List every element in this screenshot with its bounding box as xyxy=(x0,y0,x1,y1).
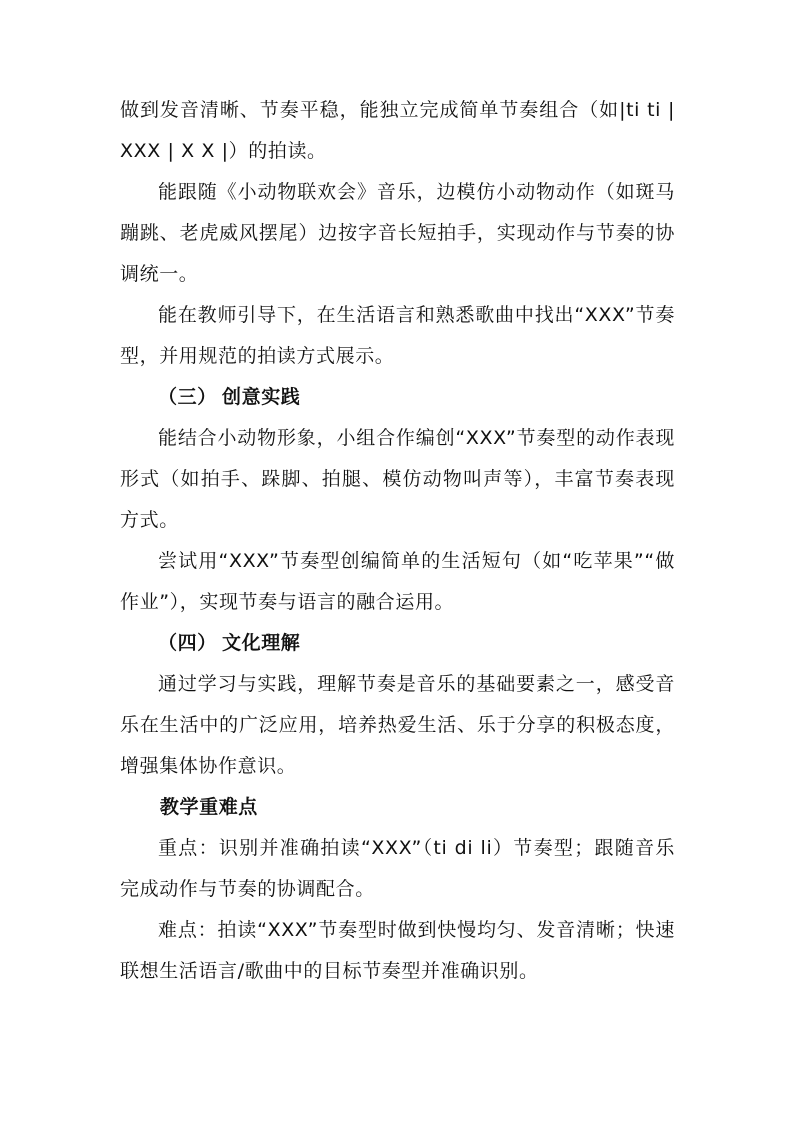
paragraph-group-create: 能结合小动物形象，小组合作编创“XXX”节奏型的动作表现形式（如拍手、跺脚、拍腿、模仿动物叫声等），丰富节奏表现方式。 xyxy=(120,427,675,531)
heading-number: （四） xyxy=(158,632,217,654)
paragraph-animal-party: 能跟随《小动物联欢会》音乐，边模仿小动物动作（如斑马蹦跳、老虎威风摆尾）边按字音长短拍手，实现动作与节奏的协调统一。 xyxy=(120,181,675,285)
paragraph-culture: 通过学习与实践，理解节奏是音乐的基础要素之一，感受音乐在生活中的广泛应用，培养热爱生活、乐于分享的积极态度，增强集体协作意识。 xyxy=(120,673,675,777)
heading-creative-practice xyxy=(120,377,675,418)
paragraph-rhythm-reading: 做到发音清晰、节奏平稳，能独立完成简单节奏组合（如|ti ti | XXX | X X |）的拍读。 xyxy=(120,99,675,162)
body-text xyxy=(120,90,675,992)
paragraph-find-rhythm: 能在教师引导下，在生活语言和熟悉歌曲中找出“XXX”节奏型，并用规范的拍读方式展示。 xyxy=(120,304,675,367)
heading-cultural-understanding xyxy=(120,623,675,664)
heading-text: 创意实践 xyxy=(222,386,301,408)
paragraph-key-point: 重点：识别并准确拍读“XXX”（ti di li）节奏型；跟随音乐完成动作与节奏的协调配合。 xyxy=(120,837,675,900)
heading-text: 文化理解 xyxy=(222,632,301,654)
paragraph-life-phrase: 尝试用“XXX”节奏型创编简单的生活短句（如“吃苹果”“做作业”），实现节奏与语言的融合运用。 xyxy=(120,550,675,613)
paragraph-difficult-point: 难点：拍读“XXX”节奏型时做到快慢均匀、发音清晰；快速联想生活语言/歌曲中的目标节奏型并准确识别。 xyxy=(120,919,675,982)
heading-number: （三） xyxy=(158,386,217,408)
heading-key-difficult-points: 教学重难点 xyxy=(159,796,258,818)
